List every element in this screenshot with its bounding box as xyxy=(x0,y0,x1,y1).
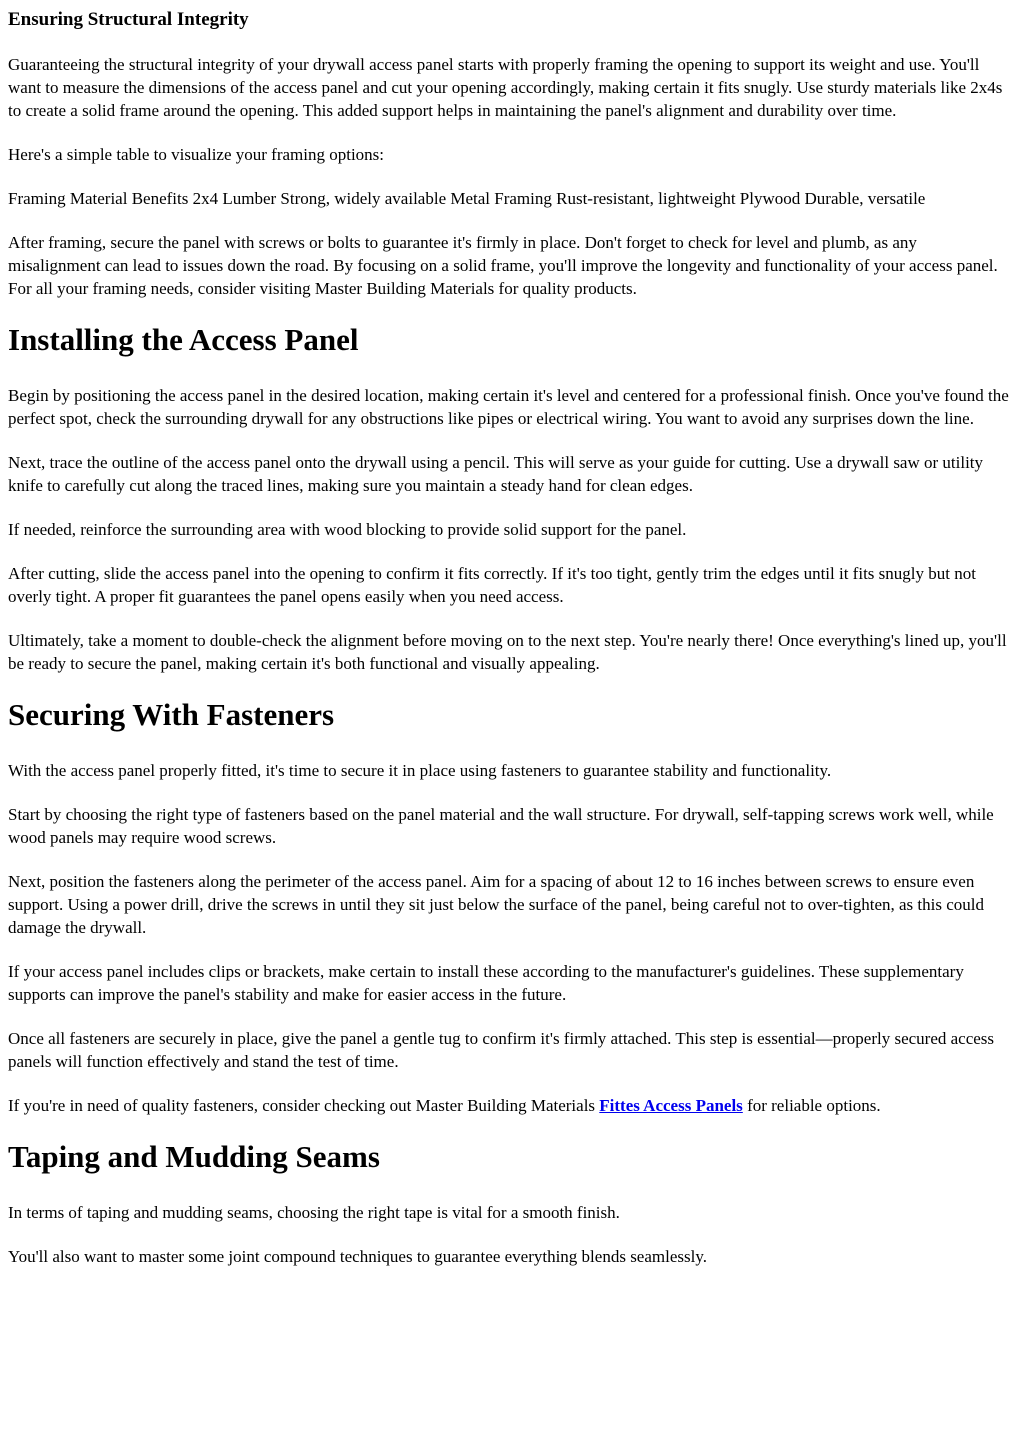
heading-installing-the-access-panel: Installing the Access Panel xyxy=(8,322,359,357)
link-paragraph-after-text: for reliable options. xyxy=(742,1096,881,1115)
paragraph-choosing-fasteners: Start by choosing the right type of fasteners based on the panel material and the wall structure. For drywall, self-tapping screws work well, while wood panels may require wood screws. xyxy=(8,805,994,847)
fittes-access-panels-link[interactable]: Fittes Access Panels xyxy=(599,1096,743,1115)
paragraph-taping-intro: In terms of taping and mudding seams, choosing the right tape is vital for a smooth finish. xyxy=(8,1203,620,1222)
paragraph-after-framing: After framing, secure the panel with screws or bolts to guarantee it's firmly in place. Don't forget to check for level and plumb, as any misalignment can lead to issues down the road. By focusing on a solid frame, you'll improve the longevity and functionality of your access panel. For all your framing needs, consider visiting Master Building Materials for quality products. xyxy=(8,233,998,298)
paragraph-joint-compound: You'll also want to master some joint compound techniques to guarantee everything blends seamlessly. xyxy=(8,1247,707,1266)
paragraph-clips-brackets: If your access panel includes clips or brackets, make certain to install these according to the manufacturer's guidelines. These supplementary supports can improve the panel's stability and make for easier access in the future. xyxy=(8,962,964,1004)
article-page xyxy=(8,8,1010,1268)
paragraph-table-lead-in: Here's a simple table to visualize your framing options: xyxy=(8,145,385,164)
paragraph-gentle-tug: Once all fasteners are securely in place, give the panel a gentle tug to confirm it's firmly attached. This step is essential—properly secured access panels will function effectively and stand the test of time. xyxy=(8,1029,995,1071)
heading-securing-with-fasteners: Securing With Fasteners xyxy=(8,697,335,732)
paragraph-positioning: Begin by positioning the access panel in the desired location, making certain it's level and centered for a professional finish. Once you've found the perfect spot, check the surrounding drywall for any obstructions like pipes or electrical wiring. You want to avoid any surprises down the line. xyxy=(8,386,1009,428)
paragraph-trace-outline: Next, trace the outline of the access panel onto the drywall using a pencil. This will serve as your guide for cutting. Use a drywall saw or utility knife to carefully cut along the traced lines, making sure you maintain a steady hand for clean edges. xyxy=(8,453,984,495)
link-paragraph-before-text: If you're in need of quality fasteners, consider checking out Master Building Materials xyxy=(8,1096,600,1115)
paragraph-fastener-spacing: Next, position the fasteners along the perimeter of the access panel. Aim for a spacing of about 12 to 16 inches between screws to ensure even support. Using a power drill, drive the screws in until they sit just below the surface of the panel, being careful not to over-tighten, as this could damage the drywall. xyxy=(8,872,984,937)
heading-ensuring-structural-integrity: Ensuring Structural Integrity xyxy=(8,9,249,30)
paragraph-slide-panel: After cutting, slide the access panel into the opening to confirm it fits correctly. If it's too tight, gently trim the edges until it fits snugly but not overly tight. A proper fit guarantees the panel opens easily when you need access. xyxy=(8,564,976,606)
paragraph-fasteners-intro: With the access panel properly fitted, it's time to secure it in place using fasteners to guarantee stability and functionality. xyxy=(8,761,832,780)
paragraph-double-check-alignment: Ultimately, take a moment to double-check the alignment before moving on to the next step. You're nearly there! Once everything's lined up, you'll be ready to secure the panel, making certain it's both functional and visually appealing. xyxy=(8,631,1007,673)
paragraph-framing-intro: Guaranteeing the structural integrity of your drywall access panel starts with properly framing the opening to support its weight and use. You'll want to measure the dimensions of the access panel and cut your opening accordingly, making certain it fits snugly. Use sturdy materials like 2x4s to create a solid frame around the opening. This added support helps in maintaining the panel's alignment and durability over time. xyxy=(8,55,1003,120)
heading-taping-and-mudding-seams: Taping and Mudding Seams xyxy=(8,1139,380,1174)
paragraph-fasteners-link xyxy=(8,1094,1010,1117)
paragraph-framing-options: Framing Material Benefits 2x4 Lumber Strong, widely available Metal Framing Rust-resistant, lightweight Plywood Durable, versatile xyxy=(8,189,926,208)
paragraph-wood-blocking: If needed, reinforce the surrounding area with wood blocking to provide solid support for the panel. xyxy=(8,520,687,539)
